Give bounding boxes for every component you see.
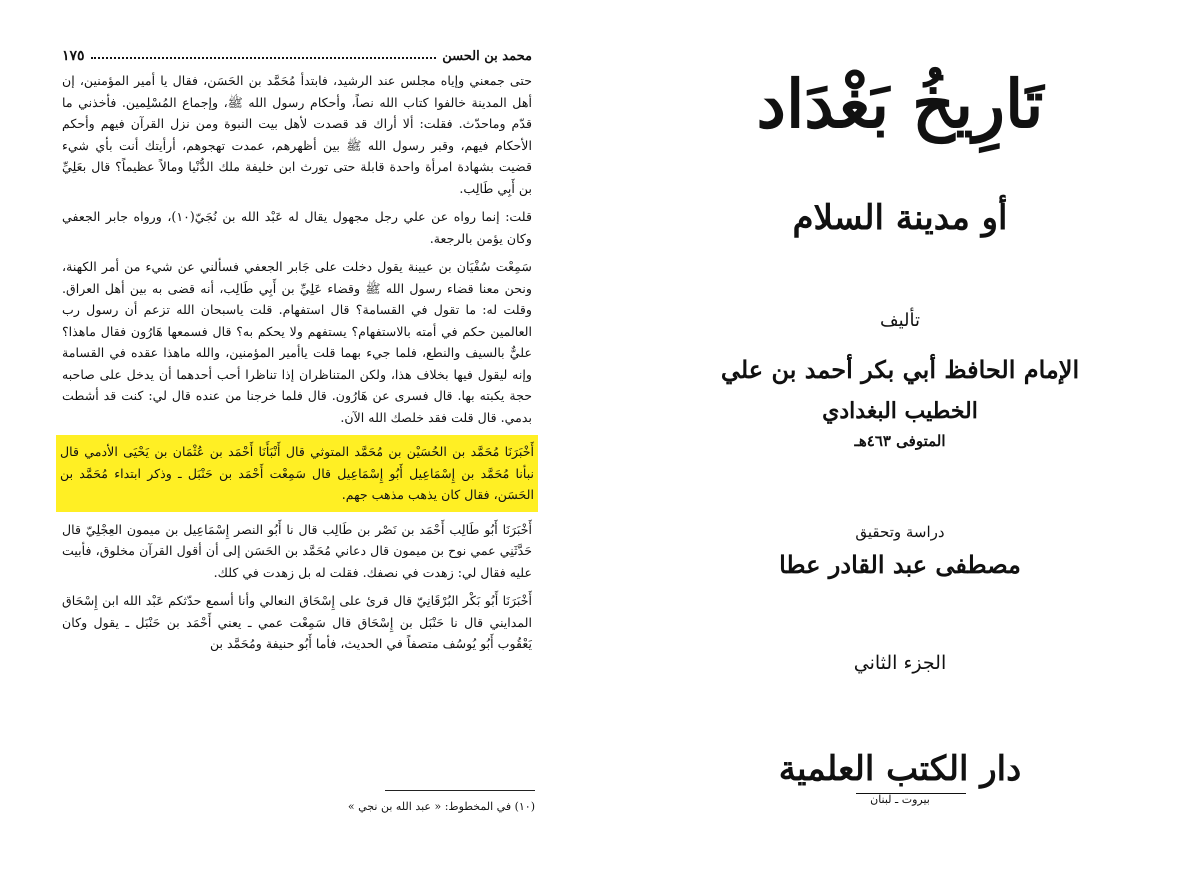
paragraph-6: أَخْبَرَنَا أَبُو بَكْر البُرْقَانِيّ قال قرئ على إِسْحَاق النعالي وأنا أسمع حدّثكم عَبْد الله ابن إِسْحَاق المدايني قال نا حَنْبَل بن إِسْحَاق قال سَمِعْت عمي ـ يعني أَحْمَد بن حَنْبَل ـ يقول وكان يَعْقُوب أَبُو يُوسُف متصفاً في الحديث، فأما أَبُو حنيفة ومُحَمَّد بن	[62, 593, 532, 651]
header-title: محمد بن الحسن	[442, 48, 532, 64]
volume-label: الجزء الثاني	[853, 652, 947, 674]
author-death-date: المتوفى ٤٦٣هـ	[854, 432, 946, 450]
author-name-line1: الإمام الحافظ أبي بكر أحمد بن علي	[720, 355, 1080, 384]
paragraph-5: أَخْبَرَنَا أَبُو طَالِب أَحْمَد بن نَصْر بن طَالِب قال نا أَبُو النصر إِسْمَاعِيل بن ميمون العِجْلِيّ قال حَدَّثَنِي عمي نوح بن ميمون قال دعاني مُحَمَّد بن الحَسَن إلى أن أقول القرآن مخلوق، فأبيت عليه فقال لي: زهدت في نصفك. فقلت له بل زهدت في كلك.	[62, 521, 532, 580]
running-header	[62, 44, 532, 68]
author-name-line2: الخطيب البغدادي	[822, 398, 978, 424]
paragraph-2: قلت: إنما رواه عن علي رجل مجهول يقال له عَبْد الله بن نُجَيّ(١٠)، ورواه جابر الجعفي وكان يؤمن بالرجعة.	[62, 209, 532, 246]
header-dots	[91, 49, 437, 59]
highlighted-paragraph: أَخْبَرَنَا مُحَمَّد بن الحُسَيْن بن مُحَمَّد المتوثي قال أَنْبَأَنَا أَحْمَد بن عُثْمَان بن يَحْيَى الأدمي قال نبأنا مُحَمَّد بن إِسْمَاعِيل أَبُو إِسْمَاعِيل قال سَمِعْت أَحْمَد بن حَنْبَل ـ وذكر ابتداء مُحَمَّد بن الحَسَن، فقال كان يذهب مذهب جهم.	[56, 435, 538, 512]
footnote-rule	[385, 790, 535, 791]
page-number: ١٧٥	[62, 48, 85, 64]
authorship-label: تأليف	[879, 310, 921, 331]
footnote: (١٠) في المخطوط: « عبد الله بن نجي »	[347, 800, 535, 813]
study-label: دراسة وتحقيق	[855, 523, 945, 541]
paragraph-1: حتى جمعني وإياه مجلس عند الرشيد، فابتدأ مُحَمَّد بن الحَسَن، فقال يا أمير المؤمنين، إن أهل المدينة خالفوا كتاب الله نصاً، وأحكام رسول الله ﷺ، وإجماع المُسْلِمين. فأخذني ما قدّم وماحدّث. فقلت: ألا أراك قد قصدت لأهل بيت النبوة ومن نزل القرآن فيهم وأحكم الأحكام فيهم، وقبر رسول الله ﷺ بين أظهرهم، عمدت تهجوهم، أرأيتك أنت بأي شيء قضيت بشهادة امرأة واحدة قابلة حتى تورث ابن خليفة ملك الدُّنْيا ومالاً عظيماً؟ قال بعَلِيِّ بن أَبِي طَالِب.	[62, 73, 532, 196]
editor-name: مصطفى عبد القادر عطا	[779, 550, 1021, 579]
right-page	[600, 0, 1200, 871]
publisher-city: بيروت ـ لبنان	[870, 793, 930, 806]
book-subtitle: أو مدينة السلام	[792, 198, 1008, 238]
book-title: تَارِيخُ بَغْدَاد	[756, 65, 1044, 143]
page-body	[62, 70, 532, 662]
paragraph-3: سَمِعْت سُفْيَان بن عيينة يقول دخلت على جَابر الجعفي فسألني عن شيء من أمر الكهنة، ونحن معنا قضاء رسول الله ﷺ وقضاء عَلِيِّ بن أَبِي طَالِب، أنه قضى به بين أهل العراق. وقلت له: ما تقول في القسامة؟ قال استفهام. قلت ياسبحان الله تزعم أن رسول رب العالمين حكم في أمته بالاستفهام؟ يستفهم ولا يحكم به؟ قال فسمعها هَارُون فقال ماهذا؟ عليٌّ بالسيف والنطع، فلما جيء بهما قلت ياأمير المؤمنين، والله ماهذا عقده في القسامة وإنه ليقول فيها بخلاف هذا، ولكن المتناظران إذا تناظرا أحب أحدهما أن يدخل على صاحبه حجة يكبته بها. قال فسرى عن هَارُون. قال فلما خرجنا من عنده قال لي: كنت قد أشطت بدمي. قال قلت فقد خلصك الله الآن.	[62, 259, 532, 425]
publisher-name: دار الكتب العلمية	[778, 749, 1022, 789]
